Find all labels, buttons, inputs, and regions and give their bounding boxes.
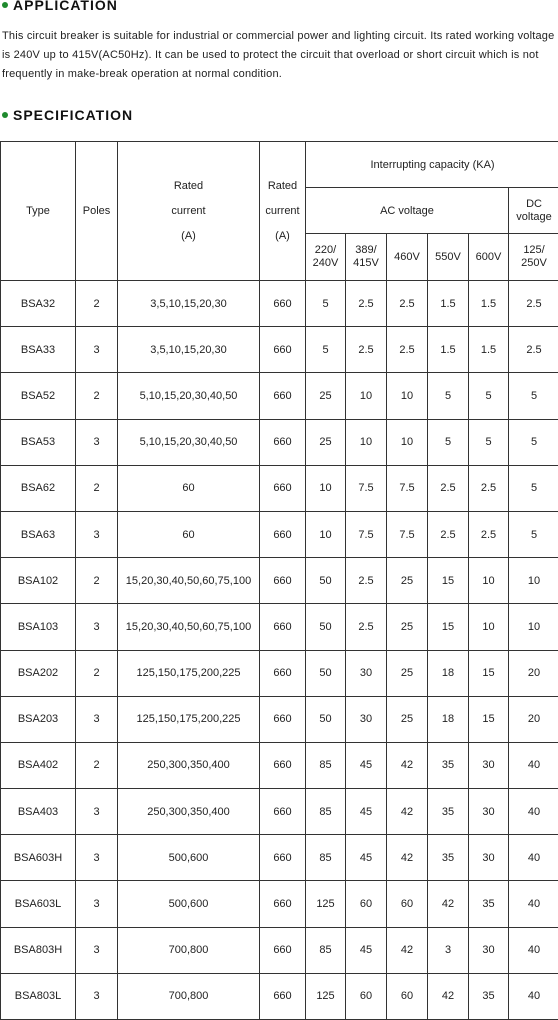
header-220-line2: 240V [312, 257, 339, 269]
cell-460v: 10 [387, 419, 428, 465]
header-poles: Poles [76, 142, 118, 281]
cell-type: BSA803L [1, 973, 76, 1019]
cell-600v: 1.5 [469, 327, 509, 373]
cell-rated-voltage: 660 [260, 511, 306, 557]
cell-220-240v: 50 [306, 558, 346, 604]
header-125-line2: 250V [521, 257, 547, 269]
cell-550v: 5 [428, 373, 469, 419]
cell-389-415v: 45 [346, 835, 387, 881]
cell-220-240v: 85 [306, 789, 346, 835]
header-389-line1: 389/ [355, 244, 377, 256]
cell-220-240v: 50 [306, 650, 346, 696]
header-rated-current-line2: current [171, 204, 206, 217]
cell-rated-current: 700,800 [118, 927, 260, 973]
cell-rated-voltage: 660 [260, 742, 306, 788]
cell-389-415v: 2.5 [346, 558, 387, 604]
header-550v: 550V [428, 234, 469, 281]
cell-460v: 25 [387, 558, 428, 604]
cell-125-250v: 5 [509, 511, 558, 557]
header-interrupting-capacity: Interrupting capacity (KA) [306, 142, 558, 188]
table-row [1, 465, 558, 511]
cell-220-240v: 50 [306, 696, 346, 742]
cell-600v: 10 [469, 604, 509, 650]
table-row [1, 558, 558, 604]
cell-rated-voltage: 660 [260, 465, 306, 511]
cell-550v: 18 [428, 696, 469, 742]
cell-389-415v: 60 [346, 973, 387, 1019]
cell-poles: 3 [76, 604, 118, 650]
header-389-415v [346, 234, 387, 281]
header-dc-voltage [509, 188, 558, 234]
table-row [1, 373, 558, 419]
cell-rated-current: 125,150,175,200,225 [118, 650, 260, 696]
cell-460v: 25 [387, 650, 428, 696]
cell-rated-current: 60 [118, 511, 260, 557]
cell-125-250v: 5 [509, 465, 558, 511]
cell-600v: 30 [469, 835, 509, 881]
cell-type: BSA203 [1, 696, 76, 742]
table-row [1, 604, 558, 650]
cell-poles: 3 [76, 419, 118, 465]
cell-600v: 10 [469, 558, 509, 604]
cell-550v: 35 [428, 789, 469, 835]
cell-125-250v: 40 [509, 789, 558, 835]
table-row [1, 881, 558, 927]
cell-poles: 3 [76, 327, 118, 373]
cell-rated-voltage: 660 [260, 835, 306, 881]
cell-rated-voltage: 660 [260, 696, 306, 742]
bullet-icon [2, 2, 8, 8]
cell-600v: 2.5 [469, 465, 509, 511]
table-row [1, 281, 558, 327]
cell-220-240v: 85 [306, 742, 346, 788]
cell-460v: 7.5 [387, 465, 428, 511]
cell-rated-voltage: 660 [260, 281, 306, 327]
header-rated-voltage-line3: (A) [275, 229, 290, 242]
cell-type: BSA803H [1, 927, 76, 973]
cell-type: BSA402 [1, 742, 76, 788]
cell-460v: 42 [387, 742, 428, 788]
cell-rated-current: 700,800 [118, 973, 260, 1019]
cell-poles: 2 [76, 742, 118, 788]
cell-125-250v: 5 [509, 419, 558, 465]
cell-poles: 2 [76, 373, 118, 419]
cell-125-250v: 10 [509, 558, 558, 604]
cell-220-240v: 25 [306, 419, 346, 465]
table-row [1, 696, 558, 742]
cell-600v: 2.5 [469, 511, 509, 557]
cell-460v: 7.5 [387, 511, 428, 557]
header-rated-current-line3: (A) [181, 229, 196, 242]
cell-600v: 1.5 [469, 281, 509, 327]
cell-rated-current: 3,5,10,15,20,30 [118, 281, 260, 327]
specification-heading [2, 107, 133, 123]
cell-type: BSA33 [1, 327, 76, 373]
cell-550v: 15 [428, 558, 469, 604]
cell-rated-voltage: 660 [260, 927, 306, 973]
header-220-240v [306, 234, 346, 281]
cell-600v: 35 [469, 881, 509, 927]
cell-389-415v: 2.5 [346, 281, 387, 327]
specification-heading-text: SPECIFICATION [13, 107, 134, 123]
cell-460v: 60 [387, 881, 428, 927]
cell-poles: 2 [76, 650, 118, 696]
header-type: Type [1, 142, 76, 281]
header-rated-voltage-line2: current [265, 204, 300, 217]
cell-rated-voltage: 660 [260, 419, 306, 465]
cell-125-250v: 10 [509, 604, 558, 650]
header-dc-line2: voltage [516, 210, 552, 223]
cell-type: BSA403 [1, 789, 76, 835]
cell-460v: 42 [387, 927, 428, 973]
cell-600v: 35 [469, 973, 509, 1019]
cell-125-250v: 40 [509, 927, 558, 973]
table-row [1, 789, 558, 835]
table-row [1, 927, 558, 973]
cell-550v: 42 [428, 973, 469, 1019]
header-220-line1: 220/ [314, 244, 337, 256]
cell-125-250v: 2.5 [509, 281, 558, 327]
cell-125-250v: 20 [509, 696, 558, 742]
cell-460v: 60 [387, 973, 428, 1019]
cell-550v: 15 [428, 604, 469, 650]
cell-220-240v: 5 [306, 327, 346, 373]
cell-type: BSA53 [1, 419, 76, 465]
cell-389-415v: 10 [346, 419, 387, 465]
cell-rated-voltage: 660 [260, 327, 306, 373]
cell-rated-current: 125,150,175,200,225 [118, 696, 260, 742]
cell-550v: 35 [428, 742, 469, 788]
cell-rated-current: 500,600 [118, 881, 260, 927]
cell-600v: 30 [469, 927, 509, 973]
header-460v: 460V [387, 234, 428, 281]
cell-460v: 42 [387, 789, 428, 835]
cell-125-250v: 5 [509, 373, 558, 419]
header-rated-current [118, 142, 260, 281]
cell-rated-voltage: 660 [260, 604, 306, 650]
cell-389-415v: 30 [346, 696, 387, 742]
cell-125-250v: 40 [509, 835, 558, 881]
cell-rated-voltage: 660 [260, 650, 306, 696]
cell-rated-current: 15,20,30,40,50,60,75,100 [118, 604, 260, 650]
cell-220-240v: 25 [306, 373, 346, 419]
application-paragraph: This circuit breaker is suitable for industrial or commercial power and lighting circuit. Its rated working voltage is 240V up to 415V(AC50Hz). It can be used to protect the circuit that overload or short circuit which is not frequently in make-break operation at normal condition. [2, 30, 555, 80]
cell-220-240v: 125 [306, 973, 346, 1019]
cell-125-250v: 40 [509, 973, 558, 1019]
cell-460v: 2.5 [387, 281, 428, 327]
cell-rated-voltage: 660 [260, 789, 306, 835]
cell-550v: 35 [428, 835, 469, 881]
cell-poles: 2 [76, 465, 118, 511]
cell-rated-voltage: 660 [260, 973, 306, 1019]
cell-389-415v: 45 [346, 927, 387, 973]
cell-poles: 3 [76, 927, 118, 973]
cell-550v: 1.5 [428, 281, 469, 327]
cell-type: BSA52 [1, 373, 76, 419]
table-row [1, 419, 558, 465]
table-row [1, 511, 558, 557]
table-row [1, 650, 558, 696]
cell-600v: 5 [469, 419, 509, 465]
cell-389-415v: 10 [346, 373, 387, 419]
cell-rated-voltage: 660 [260, 373, 306, 419]
cell-125-250v: 2.5 [509, 327, 558, 373]
cell-220-240v: 10 [306, 511, 346, 557]
header-125-250v [509, 234, 558, 281]
cell-550v: 2.5 [428, 511, 469, 557]
cell-389-415v: 45 [346, 742, 387, 788]
cell-type: BSA32 [1, 281, 76, 327]
cell-poles: 2 [76, 558, 118, 604]
cell-220-240v: 125 [306, 881, 346, 927]
cell-389-415v: 7.5 [346, 465, 387, 511]
cell-220-240v: 5 [306, 281, 346, 327]
cell-type: BSA63 [1, 511, 76, 557]
specification-table-body [1, 281, 558, 1020]
cell-389-415v: 7.5 [346, 511, 387, 557]
header-600v: 600V [469, 234, 509, 281]
cell-389-415v: 45 [346, 789, 387, 835]
cell-550v: 42 [428, 881, 469, 927]
application-heading [2, 0, 118, 13]
cell-220-240v: 10 [306, 465, 346, 511]
table-row [1, 973, 558, 1019]
cell-550v: 3 [428, 927, 469, 973]
cell-rated-current: 3,5,10,15,20,30 [118, 327, 260, 373]
cell-550v: 1.5 [428, 327, 469, 373]
header-125-line1: 125/ [523, 244, 545, 256]
cell-rated-current: 500,600 [118, 835, 260, 881]
cell-220-240v: 85 [306, 927, 346, 973]
cell-220-240v: 50 [306, 604, 346, 650]
cell-type: BSA202 [1, 650, 76, 696]
header-rated-voltage-line1: Rated [267, 179, 298, 192]
header-rated-current-line1: Rated [173, 179, 204, 192]
table-row [1, 835, 558, 881]
cell-type: BSA62 [1, 465, 76, 511]
cell-type: BSA603L [1, 881, 76, 927]
cell-460v: 25 [387, 604, 428, 650]
cell-460v: 42 [387, 835, 428, 881]
bullet-icon [2, 112, 8, 118]
cell-type: BSA102 [1, 558, 76, 604]
cell-125-250v: 40 [509, 881, 558, 927]
cell-poles: 3 [76, 789, 118, 835]
cell-poles: 3 [76, 835, 118, 881]
cell-poles: 3 [76, 511, 118, 557]
header-rated-voltage [260, 142, 306, 281]
cell-125-250v: 40 [509, 742, 558, 788]
cell-550v: 2.5 [428, 465, 469, 511]
cell-rated-current: 250,300,350,400 [118, 742, 260, 788]
cell-rated-current: 5,10,15,20,30,40,50 [118, 373, 260, 419]
header-389-line2: 415V [353, 257, 379, 269]
cell-389-415v: 2.5 [346, 327, 387, 373]
cell-125-250v: 20 [509, 650, 558, 696]
specification-table [0, 141, 558, 1020]
cell-poles: 3 [76, 696, 118, 742]
cell-600v: 30 [469, 742, 509, 788]
cell-type: BSA603H [1, 835, 76, 881]
cell-550v: 18 [428, 650, 469, 696]
cell-220-240v: 85 [306, 835, 346, 881]
cell-600v: 15 [469, 696, 509, 742]
cell-389-415v: 2.5 [346, 604, 387, 650]
cell-600v: 15 [469, 650, 509, 696]
cell-rated-voltage: 660 [260, 881, 306, 927]
table-row [1, 327, 558, 373]
cell-600v: 5 [469, 373, 509, 419]
cell-rated-current: 5,10,15,20,30,40,50 [118, 419, 260, 465]
cell-460v: 25 [387, 696, 428, 742]
cell-rated-current: 15,20,30,40,50,60,75,100 [118, 558, 260, 604]
cell-600v: 30 [469, 789, 509, 835]
cell-rated-current: 60 [118, 465, 260, 511]
cell-rated-current: 250,300,350,400 [118, 789, 260, 835]
header-ac-voltage: AC voltage [306, 188, 509, 234]
cell-rated-voltage: 660 [260, 558, 306, 604]
cell-460v: 10 [387, 373, 428, 419]
cell-type: BSA103 [1, 604, 76, 650]
cell-389-415v: 60 [346, 881, 387, 927]
cell-poles: 3 [76, 973, 118, 1019]
cell-550v: 5 [428, 419, 469, 465]
table-row [1, 742, 558, 788]
cell-poles: 3 [76, 881, 118, 927]
application-heading-text: APPLICATION [13, 0, 118, 13]
header-dc-line1: DC [526, 197, 542, 210]
cell-poles: 2 [76, 281, 118, 327]
cell-389-415v: 30 [346, 650, 387, 696]
cell-460v: 2.5 [387, 327, 428, 373]
